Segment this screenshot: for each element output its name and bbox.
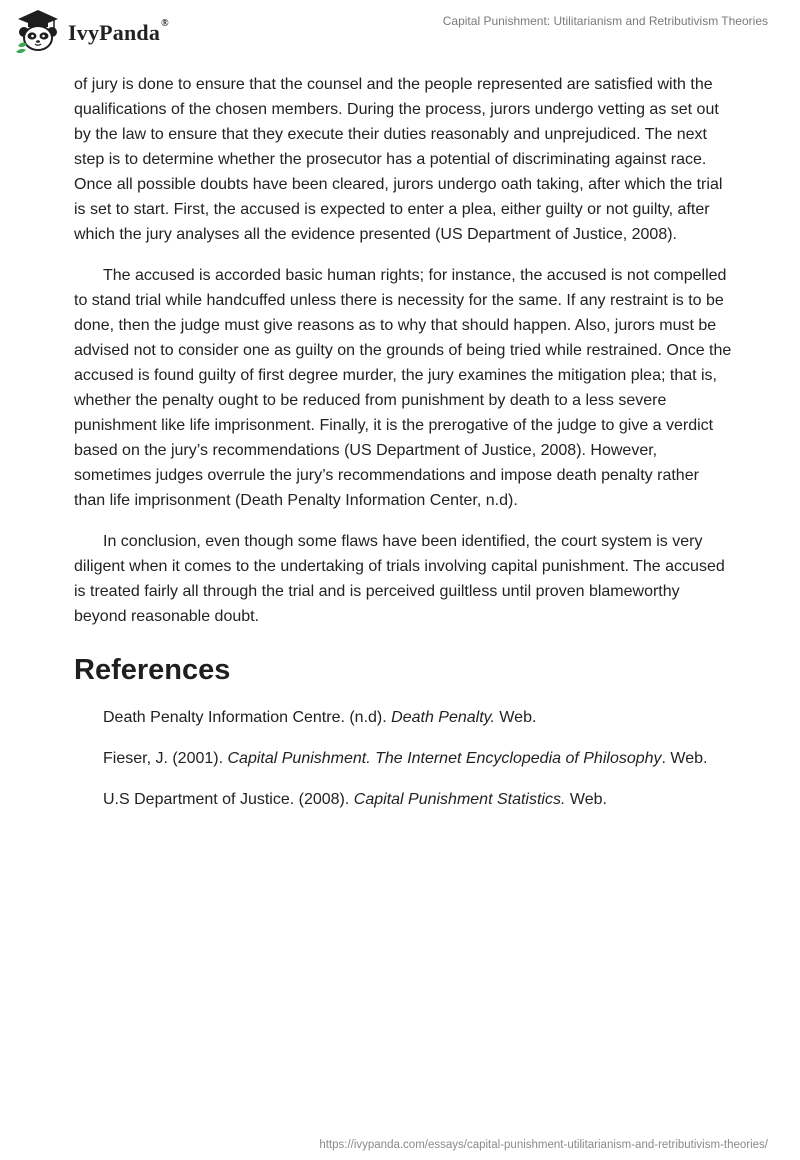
references-heading: References (74, 654, 231, 686)
page-header (0, 0, 800, 62)
essay-content (74, 72, 734, 828)
brand-name: IvyPanda® (68, 18, 169, 45)
panda-graduate-logo-icon (14, 8, 62, 54)
reference-item: U.S Department of Justice. (2008). Capital Punishment Statistics. Web. (103, 791, 607, 808)
body-paragraph: of jury is done to ensure that the counsel and the people represented are satisfied with the qualifications of the chosen members. During the process, jurors undergo vetting as set out by the law to ensure that they execute their duties reasonably and unprejudiced. The next step is to determine whether the prosecutor has a potential of discriminating against race. Once all possible doubts have been cleared, jurors undergo oath taking, after which the trial is set to start. First, the accused is expected to enter a plea, either guilty or not guilty, after which the jury analyses all the evidence presented (US Department of Justice, 2008). (74, 76, 723, 243)
document-title: Capital Punishment: Utilitarianism and Retributivism Theories (442, 14, 768, 28)
ivypanda-logo[interactable] (14, 8, 169, 54)
source-url-link[interactable]: https://ivypanda.com/essays/capital-punishment-utilitarianism-and-retributivism-theories/ (319, 1139, 768, 1151)
body-paragraph: The accused is accorded basic human rights; for instance, the accused is not compelled to stand trial while handcuffed unless there is necessity for the same. If any restraint is to be done, then the judge must give reasons as to why that should happen. Also, jurors must be advised not to consider one as guilty on the grounds of being tried while restrained. Once the accused is found guilty of first degree murder, the jury examines the mitigation plea; that is, whether the penalty ought to be reduced from punishment by death to a less severe punishment like life imprisonment. Finally, it is the prerogative of the judge to give a verdict based on the jury’s recommendations (US Department of Justice, 2008). However, sometimes judges overrule the jury’s recommendations and impose death penalty rather than life imprisonment (Death Penalty Information Center, n.d). (74, 267, 732, 509)
reference-item: Death Penalty Information Centre. (n.d). Death Penalty. Web. (103, 709, 537, 726)
body-paragraph: In conclusion, even though some flaws have been identified, the court system is very diligent when it comes to the undertaking of trials involving capital punishment. The accused is treated fairly all through the trial and is perceived guiltless until proven blameworthy beyond reasonable doubt. (74, 533, 725, 625)
reference-item: Fieser, J. (2001). Capital Punishment. The Internet Encyclopedia of Philosophy. Web. (103, 750, 708, 767)
